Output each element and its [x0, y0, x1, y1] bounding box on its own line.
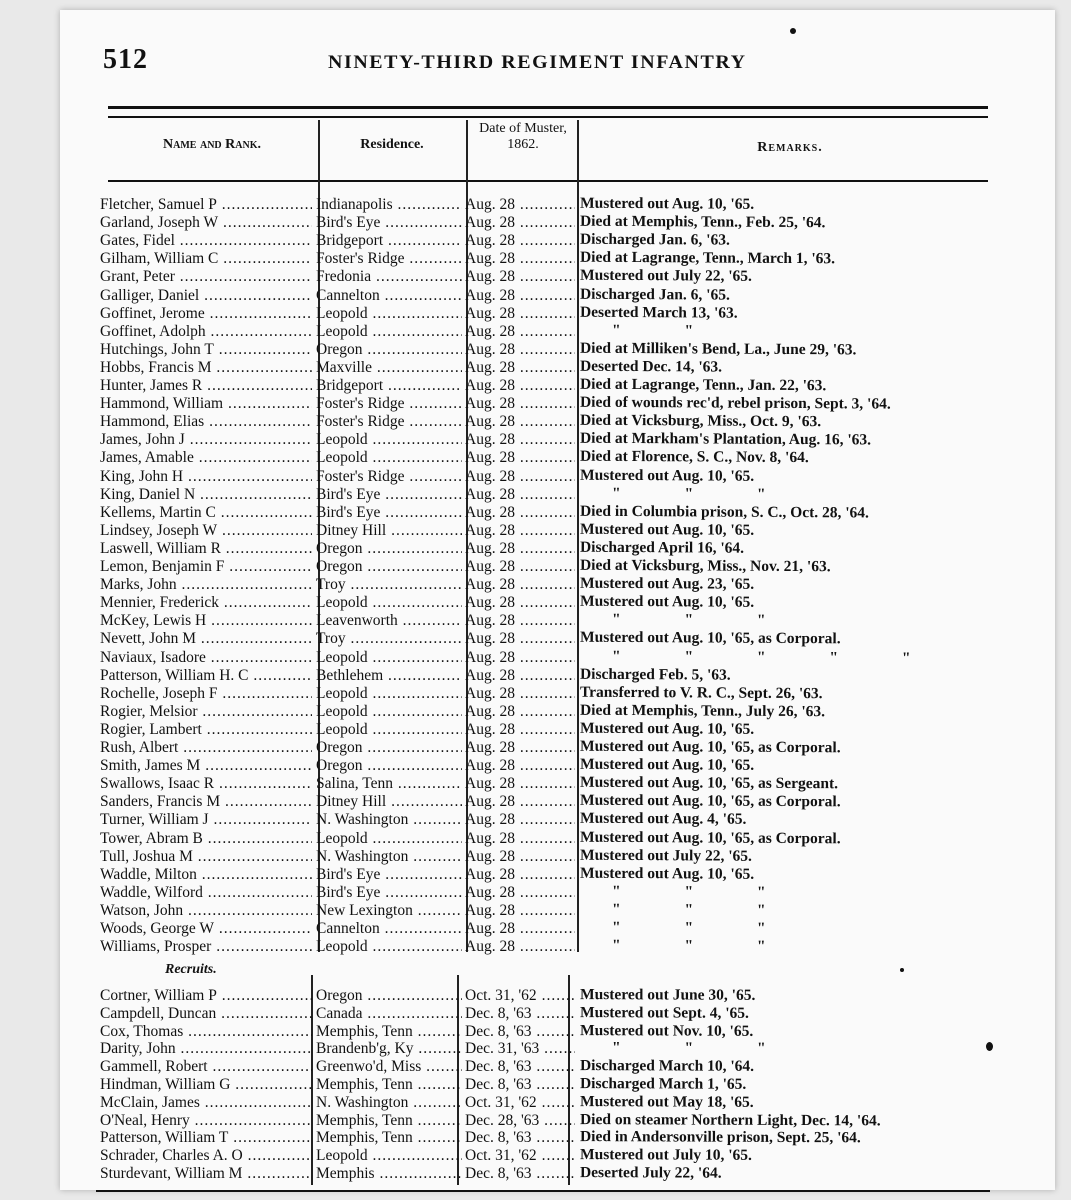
table-row	[0, 830, 1071, 848]
residence-cell: Cannelton .....	[316, 287, 462, 305]
residence-cell: Oregon .....	[316, 757, 462, 775]
date-cell: Aug. 28 .....	[465, 630, 575, 648]
residence-cell: Leopold .....	[316, 703, 462, 721]
running-head: NINETY-THIRD REGIMENT INFANTRY	[328, 52, 747, 73]
residence-cell: Oregon .....	[316, 341, 462, 359]
residence-cell: Bird's Eye .....	[316, 486, 462, 504]
date-cell: Aug. 28 .....	[465, 685, 575, 703]
remarks-cell: Died at Lagrange, Tenn., March 1, '63.	[579, 249, 836, 268]
name-cell: James, John J .....	[100, 431, 312, 449]
name-cell: Schrader, Charles A. O .....	[100, 1147, 312, 1165]
table-row	[0, 486, 1071, 504]
remarks-cell: Mustered out July 10, '65.	[579, 1146, 752, 1165]
residence-cell: N. Washington .....	[316, 848, 462, 866]
name-cell: Hammond, William .....	[100, 395, 312, 413]
residence-cell: Troy .....	[316, 576, 462, 594]
table-row	[0, 920, 1071, 938]
name-cell: Rush, Albert .....	[100, 739, 312, 757]
table-row	[0, 413, 1071, 431]
date-cell: Aug. 28 .....	[465, 757, 575, 775]
name-cell: Campdell, Duncan .....	[100, 1005, 312, 1023]
remarks-cell: Discharged April 16, '64.	[579, 538, 745, 557]
residence-cell: Leopold .....	[316, 449, 462, 467]
date-cell: Aug. 28 .....	[465, 576, 575, 594]
residence-cell: Leavenworth .....	[316, 612, 462, 630]
table-row	[0, 685, 1071, 703]
date-cell: Aug. 28 .....	[465, 268, 575, 286]
name-cell: Waddle, Wilford .....	[100, 884, 312, 902]
name-cell: Turner, William J .....	[100, 811, 312, 829]
name-cell: King, John H .....	[100, 468, 312, 486]
header-rule-top	[108, 106, 988, 109]
table-row	[0, 250, 1071, 268]
name-cell: Nevett, John M .....	[100, 630, 312, 648]
table-row	[0, 341, 1071, 359]
header-rule-second	[108, 116, 988, 118]
date-cell: Aug. 28 .....	[465, 793, 575, 811]
page-number: 512	[103, 44, 148, 75]
table-row	[0, 987, 1071, 1005]
date-cell: Aug. 28 .....	[465, 739, 575, 757]
date-cell: Aug. 28 .....	[465, 232, 575, 250]
residence-cell: Canada .....	[316, 1005, 462, 1023]
residence-cell: Memphis, Tenn .....	[316, 1023, 462, 1041]
remarks-cell: Died at Florence, S. C., Nov. 8, '64.	[579, 448, 809, 467]
table-row	[0, 649, 1071, 667]
remarks-cell: Mustered out Aug. 10, '65.	[579, 755, 755, 774]
residence-cell: Oregon .....	[316, 987, 462, 1005]
remarks-cell: Died of wounds rec'd, rebel prison, Sept. 3, '64.	[579, 393, 891, 413]
residence-cell: Bridgeport .....	[316, 232, 462, 250]
remarks-cell: Mustered out Aug. 10, '65, as Sergeant.	[579, 773, 839, 793]
remarks-cell: Mustered out Aug. 10, '65.	[579, 466, 755, 485]
name-cell: Williams, Prosper .....	[100, 938, 312, 956]
date-cell: Aug. 28 .....	[465, 377, 575, 395]
residence-cell: New Lexington .....	[316, 902, 462, 920]
name-cell: Rogier, Melsior .....	[100, 703, 312, 721]
name-cell: Goffinet, Jerome .....	[100, 305, 312, 323]
table-row	[0, 1129, 1071, 1147]
residence-cell: Cannelton .....	[316, 920, 462, 938]
remarks-cell: Died at Vicksburg, Miss., Oct. 9, '63.	[579, 411, 822, 431]
date-cell: Aug. 28 .....	[465, 323, 575, 341]
name-cell: Hammond, Elias .....	[100, 413, 312, 431]
residence-cell: Bird's Eye .....	[316, 884, 462, 902]
table-row	[0, 522, 1071, 540]
date-cell: Aug. 28 .....	[465, 359, 575, 377]
date-cell: Aug. 28 .....	[465, 395, 575, 413]
date-cell: Oct. 31, '62 .....	[465, 1094, 575, 1112]
date-cell: Aug. 28 .....	[465, 214, 575, 232]
table-row	[0, 449, 1071, 467]
remarks-cell: Discharged Jan. 6, '63.	[579, 230, 730, 249]
date-cell: Aug. 28 .....	[465, 920, 575, 938]
date-cell: Aug. 28 .....	[465, 649, 575, 667]
date-cell: Dec. 8, '63 .....	[465, 1023, 575, 1041]
residence-cell: Fredonia .....	[316, 268, 462, 286]
name-cell: Woods, George W .....	[100, 920, 312, 938]
remarks-cell: Mustered out Aug. 10, '65.	[579, 194, 755, 213]
table-row	[0, 739, 1071, 757]
name-cell: Sanders, Francis M .....	[100, 793, 312, 811]
remarks-cell: Died at Lagrange, Tenn., Jan. 22, '63.	[579, 375, 827, 395]
remarks-cell: Mustered out Aug. 23, '65.	[579, 574, 755, 593]
table-row	[0, 811, 1071, 829]
residence-cell: Foster's Ridge .....	[316, 250, 462, 268]
table-row	[0, 395, 1071, 413]
residence-cell: Leopold .....	[316, 938, 462, 956]
date-cell: Dec. 8, '63 .....	[465, 1076, 575, 1094]
remarks-cell: Died in Columbia prison, S. C., Oct. 28, '64.	[579, 502, 869, 522]
name-cell: Rochelle, Joseph F .....	[100, 685, 312, 703]
name-cell: Goffinet, Adolph .....	[100, 323, 312, 341]
footer-rule	[96, 1190, 990, 1192]
remarks-cell: Mustered out Aug. 4, '65.	[579, 810, 747, 829]
residence-cell: Indianapolis .....	[316, 196, 462, 214]
table-row	[0, 1040, 1071, 1058]
table-row	[0, 287, 1071, 305]
remarks-cell: Died on steamer Northern Light, Dec. 14, '64.	[579, 1110, 881, 1129]
table-row	[0, 1147, 1071, 1165]
residence-cell: Leopold .....	[316, 323, 462, 341]
header-date: Date of Muster, 1862.	[479, 121, 567, 152]
remarks-cell: Mustered out Aug. 10, '65, as Corporal.	[579, 828, 841, 847]
name-cell: Smith, James M .....	[100, 757, 312, 775]
remarks-cell: Mustered out May 18, '65.	[579, 1092, 754, 1111]
remarks-cell: Mustered out Aug. 10, '65.	[579, 719, 755, 738]
name-cell: Hobbs, Francis M .....	[100, 359, 312, 377]
remarks-cell: " " "	[611, 1039, 796, 1058]
date-cell: Aug. 28 .....	[465, 413, 575, 431]
residence-cell: Memphis .....	[316, 1165, 462, 1183]
header-name: Name and Rank.	[163, 137, 261, 152]
header-remarks: Remarks.	[757, 140, 823, 155]
name-cell: Gammell, Robert .....	[100, 1058, 312, 1076]
residence-cell: Brandenb'g, Ky .....	[316, 1040, 462, 1058]
name-cell: Galliger, Daniel .....	[100, 287, 312, 305]
residence-cell: Foster's Ridge .....	[316, 395, 462, 413]
date-cell: Aug. 28 .....	[465, 540, 575, 558]
table-row	[0, 938, 1071, 956]
date-cell: Aug. 28 .....	[465, 612, 575, 630]
date-cell: Aug. 28 .....	[465, 830, 575, 848]
name-cell: Cox, Thomas .....	[100, 1023, 312, 1041]
table-row	[0, 323, 1071, 341]
date-cell: Aug. 28 .....	[465, 341, 575, 359]
date-cell: Dec. 31, '63 .....	[465, 1040, 575, 1058]
name-cell: Hutchings, John T .....	[100, 341, 312, 359]
date-cell: Aug. 28 .....	[465, 594, 575, 612]
residence-cell: Greenwo'd, Miss .....	[316, 1058, 462, 1076]
table-row	[0, 703, 1071, 721]
name-cell: Mennier, Frederick .....	[100, 594, 312, 612]
residence-cell: Bird's Eye .....	[316, 504, 462, 522]
remarks-cell: Mustered out Aug. 10, '65.	[579, 592, 755, 611]
name-cell: Patterson, William T .....	[100, 1129, 312, 1147]
residence-cell: Ditney Hill .....	[316, 793, 462, 811]
name-cell: James, Amable .....	[100, 449, 312, 467]
date-cell: Aug. 28 .....	[465, 468, 575, 486]
name-cell: McKey, Lewis H .....	[100, 612, 312, 630]
table-row	[0, 377, 1071, 395]
residence-cell: Leopold .....	[316, 594, 462, 612]
residence-cell: Leopold .....	[316, 830, 462, 848]
table-row	[0, 576, 1071, 594]
remarks-cell: Mustered out June 30, '65.	[579, 986, 756, 1004]
name-cell: Darity, John .....	[100, 1040, 312, 1058]
residence-cell: Leopold .....	[316, 721, 462, 739]
residence-cell: Bethlehem .....	[316, 667, 462, 685]
remarks-cell: Died at Vicksburg, Miss., Nov. 21, '63.	[579, 556, 831, 576]
date-cell: Aug. 28 .....	[465, 902, 575, 920]
table-row	[0, 775, 1071, 793]
table-row	[0, 268, 1071, 286]
remarks-cell: " " "	[611, 611, 796, 630]
remarks-cell: Transferred to V. R. C., Sept. 26, '63.	[579, 683, 823, 702]
ink-speck	[986, 1042, 993, 1051]
name-cell: O'Neal, Henry .....	[100, 1112, 312, 1130]
date-cell: Aug. 28 .....	[465, 305, 575, 323]
date-cell: Aug. 28 .....	[465, 848, 575, 866]
remarks-cell: Mustered out Aug. 10, '65, as Corporal.	[579, 792, 841, 811]
name-cell: Hunter, James R .....	[100, 377, 312, 395]
table-row	[0, 558, 1071, 576]
date-cell: Aug. 28 .....	[465, 504, 575, 522]
name-cell: Gates, Fidel .....	[100, 232, 312, 250]
name-cell: Rogier, Lambert .....	[100, 721, 312, 739]
date-cell: Aug. 28 .....	[465, 522, 575, 540]
table-row	[0, 866, 1071, 884]
table-row	[0, 1005, 1071, 1023]
date-cell: Aug. 28 .....	[465, 775, 575, 793]
table-row	[0, 1112, 1071, 1130]
table-row	[0, 468, 1071, 486]
remarks-cell: Deserted July 22, '64.	[579, 1164, 722, 1182]
name-cell: McClain, James .....	[100, 1094, 312, 1112]
residence-cell: Leopold .....	[316, 1147, 462, 1165]
table-row	[0, 793, 1071, 811]
residence-cell: Leopold .....	[316, 305, 462, 323]
date-cell: Aug. 28 .....	[465, 449, 575, 467]
remarks-cell: Mustered out Aug. 10, '65.	[579, 520, 755, 539]
name-cell: Kellems, Martin C .....	[100, 504, 312, 522]
remarks-cell: Deserted March 13, '63.	[579, 303, 738, 322]
date-cell: Aug. 28 .....	[465, 811, 575, 829]
name-cell: Waddle, Milton .....	[100, 866, 312, 884]
residence-cell: Oregon .....	[316, 558, 462, 576]
table-row	[0, 232, 1071, 250]
recruits-label: Recruits.	[165, 962, 217, 977]
date-cell: Aug. 28 .....	[465, 287, 575, 305]
date-cell: Aug. 28 .....	[465, 703, 575, 721]
ink-speck	[900, 968, 904, 972]
table-row	[0, 884, 1071, 902]
name-cell: Tower, Abram B .....	[100, 830, 312, 848]
date-cell: Dec. 28, '63 .....	[465, 1112, 575, 1130]
table-row	[0, 721, 1071, 739]
residence-cell: N. Washington .....	[316, 1094, 462, 1112]
table-row	[0, 902, 1071, 920]
name-cell: Patterson, William H. C .....	[100, 667, 312, 685]
table-row	[0, 1058, 1071, 1076]
remarks-cell: Discharged March 1, '65.	[579, 1075, 747, 1093]
residence-cell: Bird's Eye .....	[316, 214, 462, 232]
date-cell: Aug. 28 .....	[465, 250, 575, 268]
date-cell: Oct. 31, '62 .....	[465, 1147, 575, 1165]
residence-cell: Foster's Ridge .....	[316, 468, 462, 486]
name-cell: Watson, John .....	[100, 902, 312, 920]
table-row	[0, 214, 1071, 232]
remarks-cell: Died in Andersonville prison, Sept. 25, '64.	[579, 1128, 861, 1147]
name-cell: Naviaux, Isadore .....	[100, 649, 312, 667]
name-cell: Garland, Joseph W .....	[100, 214, 312, 232]
remarks-cell: Died at Memphis, Tenn., July 26, '63.	[579, 701, 826, 721]
remarks-cell: Mustered out July 22, '65.	[579, 846, 753, 865]
date-cell: Aug. 28 .....	[465, 431, 575, 449]
table-row	[0, 612, 1071, 630]
remarks-cell: " " "	[611, 900, 796, 919]
name-cell: Cortner, William P .....	[100, 987, 312, 1005]
remarks-cell: Mustered out Sept. 4, '65.	[579, 1003, 749, 1022]
residence-cell: Memphis, Tenn .....	[316, 1076, 462, 1094]
remarks-cell: Deserted Dec. 14, '63.	[579, 357, 723, 376]
date-cell: Aug. 28 .....	[465, 938, 575, 956]
date-cell: Aug. 28 .....	[465, 721, 575, 739]
remarks-cell: " " "	[611, 484, 796, 503]
date-cell: Oct. 31, '62 .....	[465, 987, 575, 1005]
remarks-cell: " " "	[611, 936, 796, 956]
table-row	[0, 196, 1071, 214]
remarks-cell: " " " " "	[611, 647, 941, 667]
table-row	[0, 594, 1071, 612]
residence-cell: N. Washington .....	[316, 811, 462, 829]
date-cell: Dec. 8, '63 .....	[465, 1005, 575, 1023]
header-residence: Residence.	[360, 137, 424, 152]
name-cell: Grant, Peter .....	[100, 268, 312, 286]
date-cell: Aug. 28 .....	[465, 196, 575, 214]
residence-cell: Oregon .....	[316, 739, 462, 757]
date-cell: Aug. 28 .....	[465, 884, 575, 902]
remarks-cell: Discharged Feb. 5, '63.	[579, 665, 731, 684]
date-cell: Dec. 8, '63 .....	[465, 1058, 575, 1076]
table-row	[0, 1165, 1071, 1183]
remarks-cell: " " "	[611, 882, 796, 901]
residence-cell: Memphis, Tenn .....	[316, 1112, 462, 1130]
date-cell: Aug. 28 .....	[465, 558, 575, 576]
remarks-cell: Died at Markham's Plantation, Aug. 16, '63.	[579, 430, 872, 449]
date-cell: Aug. 28 .....	[465, 667, 575, 685]
residence-cell: Memphis, Tenn .....	[316, 1129, 462, 1147]
remarks-cell: Discharged Jan. 6, '65.	[579, 285, 730, 304]
remarks-cell: Mustered out Nov. 10, '65.	[579, 1021, 754, 1040]
table-row	[0, 431, 1071, 449]
remarks-cell: Died at Milliken's Bend, La., June 29, '63.	[579, 339, 857, 359]
table-row	[0, 305, 1071, 323]
ink-speck	[790, 28, 796, 34]
name-cell: Marks, John .....	[100, 576, 312, 594]
residence-cell: Leopold .....	[316, 685, 462, 703]
header-rule-bottom	[108, 180, 988, 182]
residence-cell: Leopold .....	[316, 649, 462, 667]
date-cell: Aug. 28 .....	[465, 866, 575, 884]
name-cell: Hindman, William G .....	[100, 1076, 312, 1094]
table-row	[0, 540, 1071, 558]
name-cell: Swallows, Isaac R .....	[100, 775, 312, 793]
residence-cell: Oregon .....	[316, 540, 462, 558]
residence-cell: Foster's Ridge .....	[316, 413, 462, 431]
date-cell: Dec. 8, '63 .....	[465, 1129, 575, 1147]
residence-cell: Ditney Hill .....	[316, 522, 462, 540]
residence-cell: Bridgeport .....	[316, 377, 462, 395]
name-cell: Lindsey, Joseph W .....	[100, 522, 312, 540]
remarks-cell: Mustered out Aug. 10, '65.	[579, 864, 755, 883]
date-cell: Aug. 28 .....	[465, 486, 575, 504]
name-cell: Sturdevant, William M .....	[100, 1165, 312, 1183]
table-row	[0, 359, 1071, 377]
residence-cell: Leopold .....	[316, 431, 462, 449]
table-row	[0, 757, 1071, 775]
name-cell: Laswell, William R .....	[100, 540, 312, 558]
table-row	[0, 1076, 1071, 1094]
remarks-cell: " "	[611, 321, 724, 340]
name-cell: Gilham, William C .....	[100, 250, 312, 268]
name-cell: King, Daniel N .....	[100, 486, 312, 504]
remarks-cell: Mustered out Aug. 10, '65, as Corporal.	[579, 737, 841, 757]
table-row	[0, 848, 1071, 866]
name-cell: Fletcher, Samuel P .....	[100, 196, 312, 214]
remarks-cell: Mustered out Aug. 10, '65, as Corporal.	[579, 629, 841, 648]
table-row	[0, 1094, 1071, 1112]
remarks-cell: Mustered out July 22, '65.	[579, 267, 753, 286]
residence-cell: Bird's Eye .....	[316, 866, 462, 884]
remarks-cell: " " "	[611, 918, 796, 937]
residence-cell: Troy .....	[316, 630, 462, 648]
table-row	[0, 630, 1071, 648]
date-cell: Dec. 8, '63 .....	[465, 1165, 575, 1183]
residence-cell: Salina, Tenn .....	[316, 775, 462, 793]
name-cell: Lemon, Benjamin F .....	[100, 558, 312, 576]
remarks-cell: Discharged March 10, '64.	[579, 1057, 755, 1076]
table-row	[0, 667, 1071, 685]
remarks-cell: Died at Memphis, Tenn., Feb. 25, '64.	[579, 212, 826, 232]
name-cell: Tull, Joshua M .....	[100, 848, 312, 866]
table-row	[0, 504, 1071, 522]
table-row	[0, 1023, 1071, 1041]
residence-cell: Maxville .....	[316, 359, 462, 377]
